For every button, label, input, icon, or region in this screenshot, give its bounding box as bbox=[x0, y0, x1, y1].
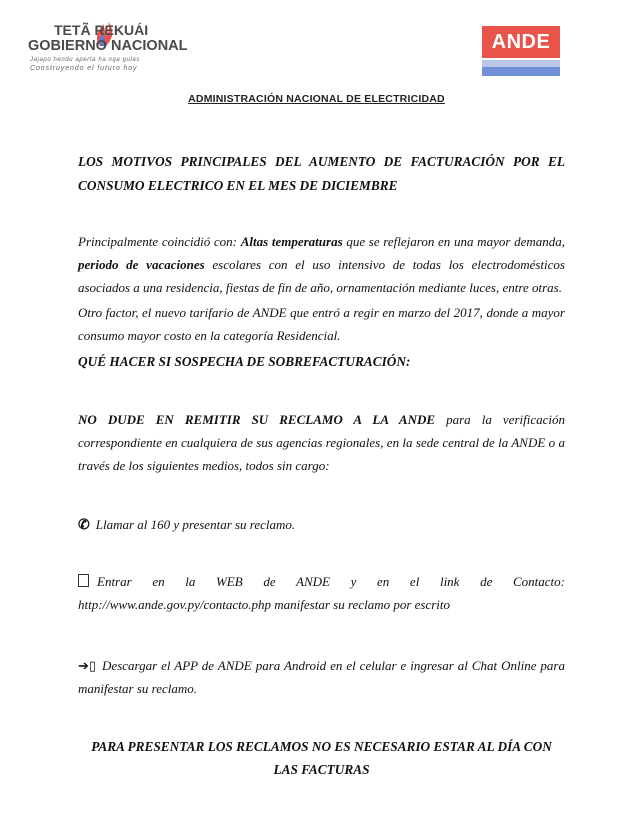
phone-text: Llamar al 160 y presentar su reclamo. bbox=[95, 517, 296, 532]
section-heading: QUÉ HACER SI SOSPECHA DE SOBREFACTURACIÓN: bbox=[78, 354, 411, 369]
footer-notice bbox=[78, 735, 565, 781]
web-icon bbox=[78, 574, 89, 587]
paragraph-claim: NO DUDE EN REMITIR SU RECLAMO A LA ANDE para la verificación correspondiente en cualquiera de sus agencias regionales, en la sede central de la ANDE o a través de los siguientes medios, todos sin cargo: bbox=[78, 412, 565, 473]
ande-logo bbox=[482, 26, 560, 78]
ande-logo-stripe-light bbox=[482, 60, 560, 67]
web-text-line1: Entrar en la WEB de ANDE y en el link de Contacto: bbox=[97, 574, 565, 589]
list-item-app bbox=[78, 654, 565, 700]
footer-line-1: PARA PRESENTAR LOS RECLAMOS NO ES NECESARIO ESTAR AL DÍA CON bbox=[91, 739, 552, 754]
app-text: Descargar el APP de ANDE para Android en el celular e ingresar al Chat Online para manifestar su reclamo. bbox=[78, 658, 565, 696]
gobierno-nacional-logo bbox=[28, 22, 188, 82]
paragraph-causes: Principalmente coincidió con: Altas temperaturas que se reflejaron en una mayor demanda, periodo de vacaciones escolares con el uso intensivo de todas los electrodomésticos asociados a una residencia, fiestas de fin de año, ornamentación mediante luces, entre otras. bbox=[78, 234, 565, 295]
mobile-icon: ➔▯ bbox=[78, 658, 97, 673]
phone-icon: ✆ bbox=[78, 518, 90, 533]
document-title: LOS MOTIVOS PRINCIPALES DEL AUMENTO DE FACTURACIÓN POR EL CONSUMO ELECTRICO EN EL MES DE DICIEMBRE bbox=[78, 154, 565, 193]
logo-line-3: Jajapo hendu aperta ha oga gulas bbox=[30, 57, 140, 63]
footer-line-2: LAS FACTURAS bbox=[273, 762, 370, 777]
logo-line-1: TETÃ REKUÁI bbox=[54, 22, 149, 38]
claim-emphasis: NO DUDE EN REMITIR SU RECLAMO A LA ANDE bbox=[78, 412, 436, 427]
ande-logo-label: ANDE bbox=[482, 26, 560, 58]
list-item-phone bbox=[78, 513, 565, 537]
logo-tagline: Construyendo el futuro hoy bbox=[30, 65, 138, 72]
list-item-web bbox=[78, 570, 565, 616]
org-title: ADMINISTRACIÓN NACIONAL DE ELECTRICIDAD bbox=[188, 93, 445, 105]
paragraph-tariff: Otro factor, el nuevo tarifario de ANDE que entró a regir en marzo del 2017, donde a mayor consumo mayor costo en la categoría Residencial. bbox=[78, 305, 565, 343]
logo-line-2: GOBIERNO NACIONAL bbox=[28, 38, 188, 54]
web-text-line2: http://www.ande.gov.py/contacto.php manifestar su reclamo por escrito bbox=[78, 597, 451, 612]
ande-logo-stripe-dark bbox=[482, 67, 560, 76]
